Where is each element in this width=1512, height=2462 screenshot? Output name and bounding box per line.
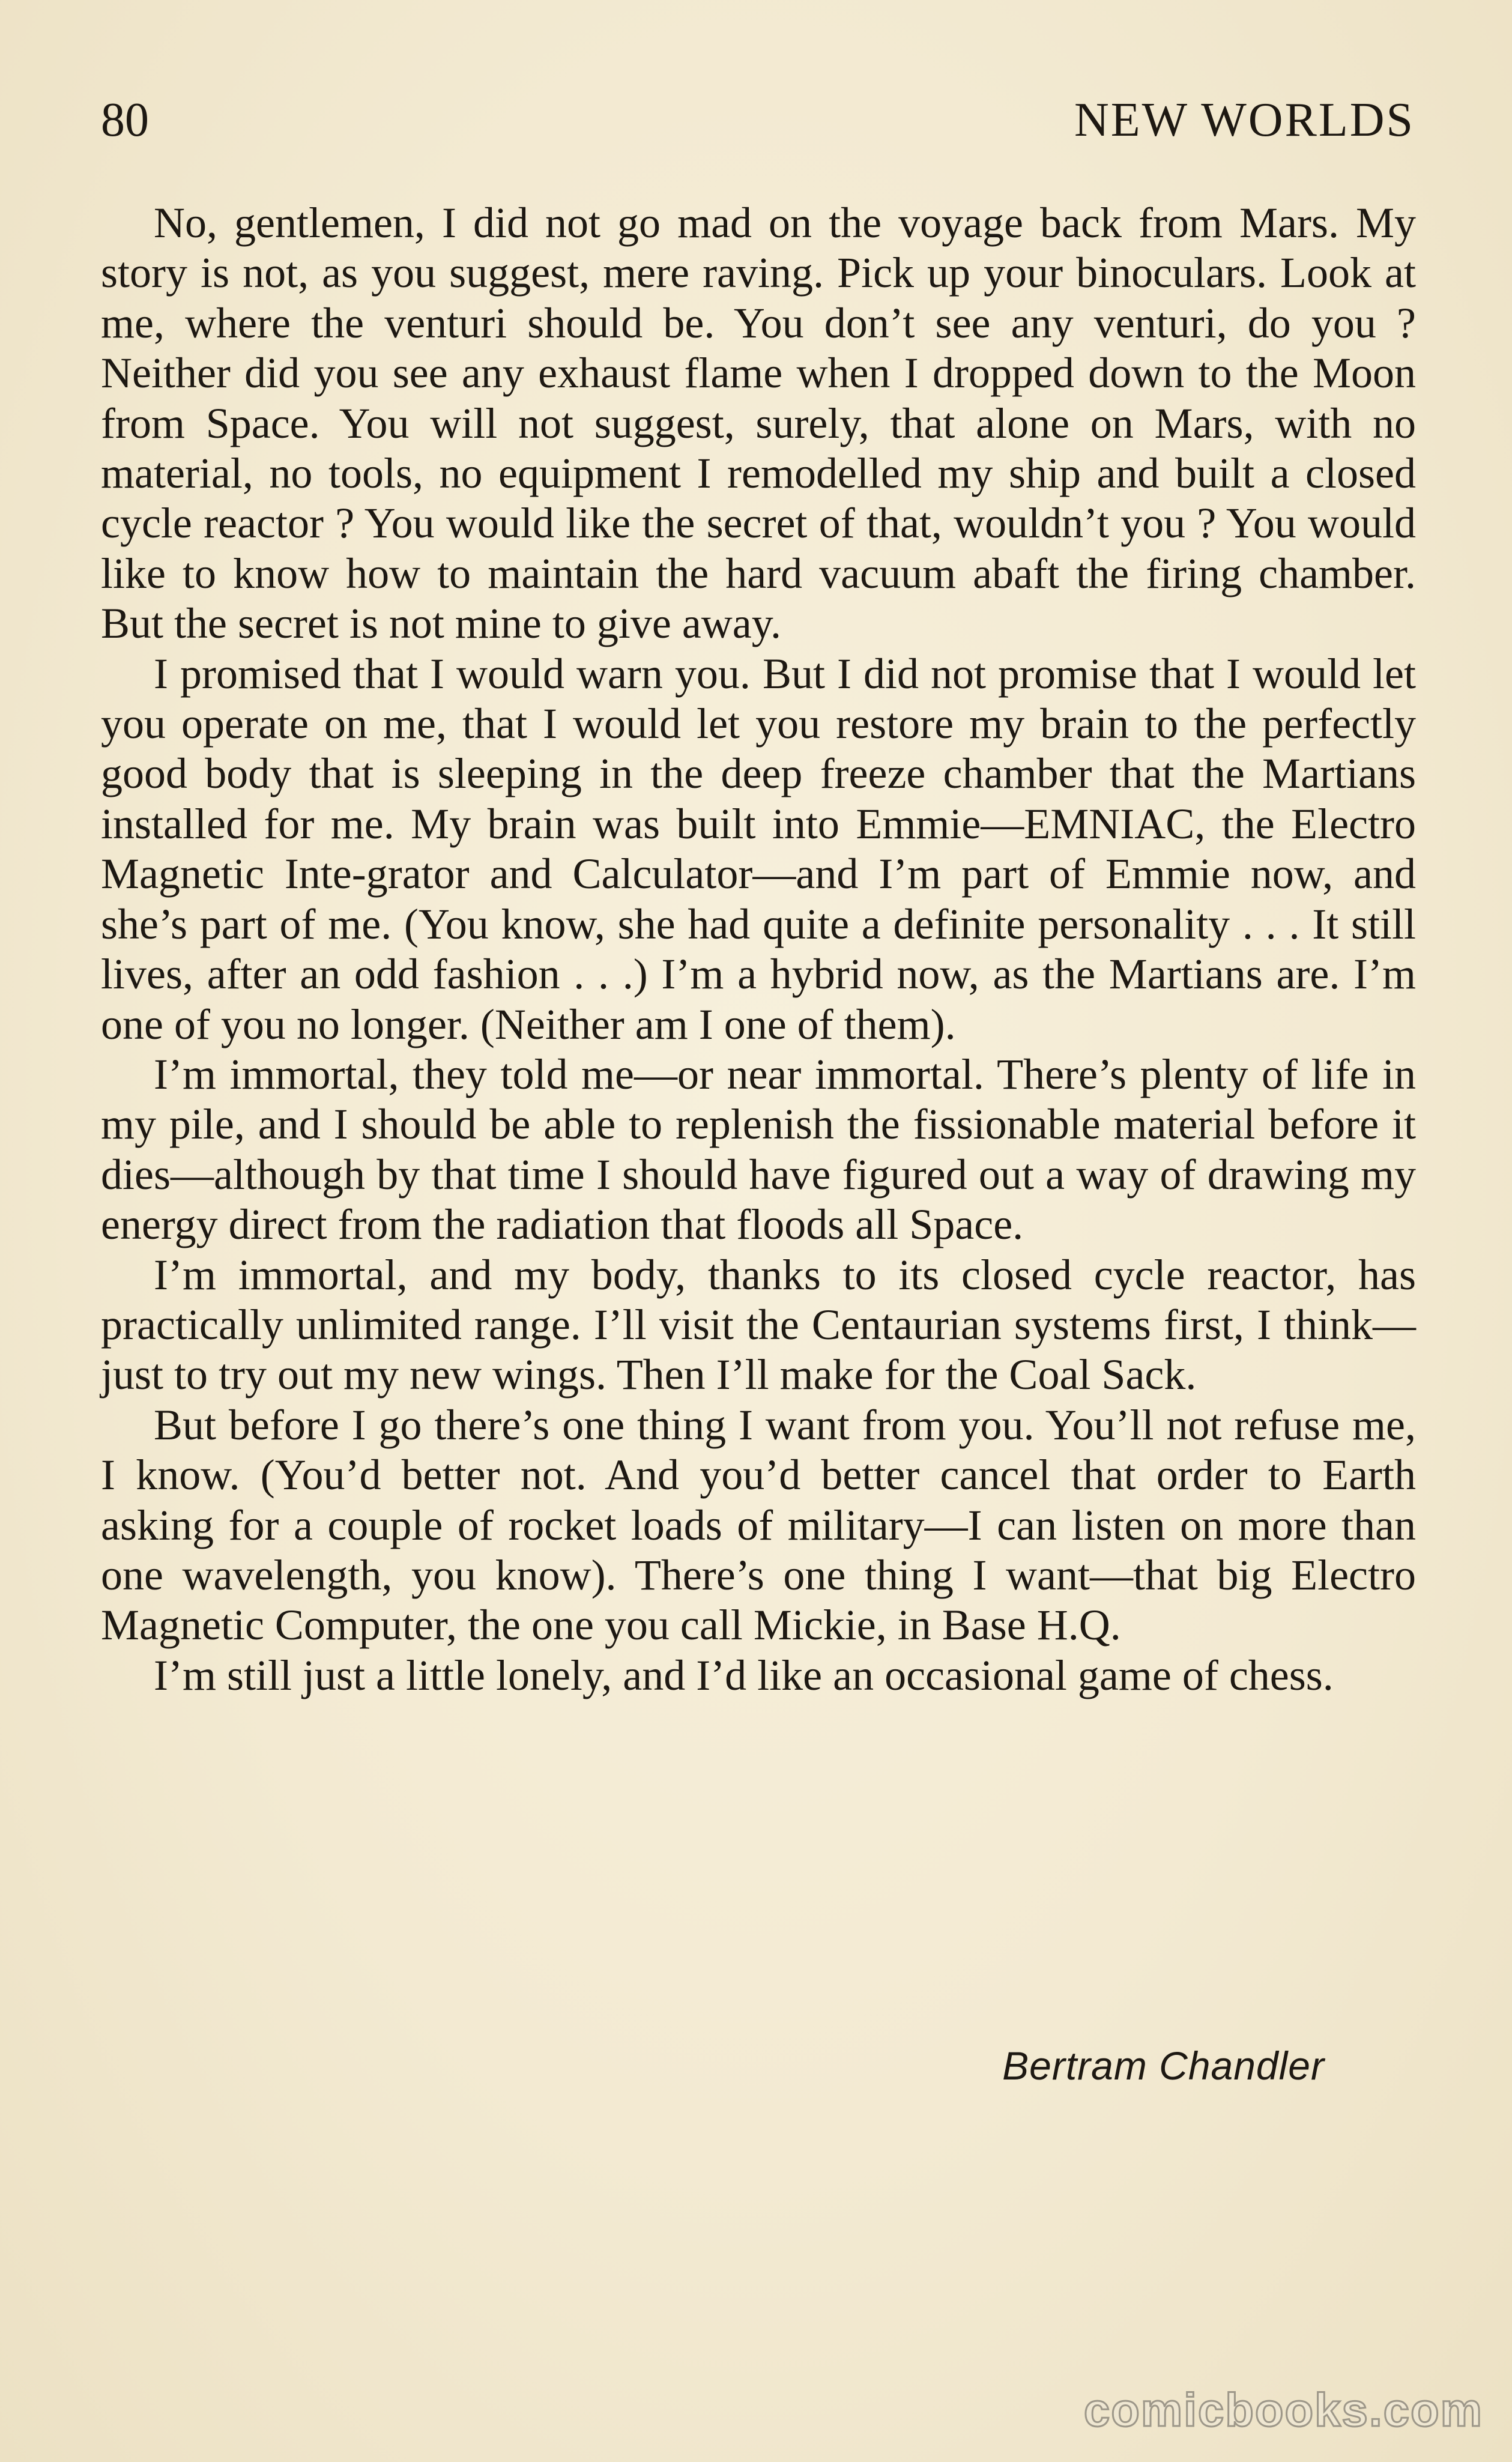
paragraph: I’m still just a little lonely, and I’d like an occasional game of chess. bbox=[154, 1651, 1334, 1699]
story-text bbox=[101, 198, 1416, 1701]
watermark: comicbooks.com bbox=[1083, 2383, 1483, 2436]
paragraph: But before I go there’s one thing I want from you. You’ll not refuse me, I know. (You’d better not. And you’d better cancel that order to Earth asking for a couple of rocket loads of military—I can listen on more than one wavelength, you know). There’s one thing I want—that big Electro Magnetic Computer, the one you call Mickie, in Base H.Q. bbox=[101, 1400, 1416, 1650]
magazine-title: NEW WORLDS bbox=[1074, 94, 1415, 147]
running-head bbox=[101, 87, 1415, 153]
paragraph: I’m immortal, and my body, thanks to its closed cycle reactor, has practically unlimited range. I’ll visit the Centaurian systems first, I think—just to try out my new wings. Then I’ll make for the Coal Sack. bbox=[101, 1250, 1416, 1399]
paragraph: I’m immortal, they told me—or near immortal. There’s plenty of life in my pile, and I should be able to replenish the fissionable material before it dies—although by that time I should have figured out a way of drawing my energy direct from the radiation that floods all Space. bbox=[101, 1050, 1416, 1249]
page-number: 80 bbox=[101, 94, 149, 147]
paragraph: I promised that I would warn you. But I did not promise that I would let you operate on me, that I would let you restore my brain to the perfectly good body that is sleeping in the deep freeze chamber that the Martians installed for me. My brain was built into Emmie—EMNIAC, the Electro Magnetic Inte-grator and Calculator—and I’m part of Emmie now, and she’s part of me. (You know, she had quite a definite personality . . . It still lives, after an odd fashion . . .) I’m a hybrid now, as the Martians are. I’m one of you no longer. (Neither am I one of them). bbox=[101, 649, 1416, 1048]
paragraph: No, gentlemen, I did not go mad on the voyage back from Mars. My story is not, as you suggest, mere raving. Pick up your binoculars. Look at me, where the venturi should be. You don’t see any venturi, do you ? Neither did you see any exhaust flame when I dropped down to the Moon from Space. You will not suggest, surely, that alone on Mars, with no material, no tools, no equipment I remodelled my ship and built a closed cycle reactor ? You would like the secret of that, wouldn’t you ? You would like to know how to maintain the hard vacuum abaft the firing chamber. But the secret is not mine to give away. bbox=[101, 199, 1416, 648]
author-byline: Bertram Chandler bbox=[1002, 2043, 1325, 2088]
